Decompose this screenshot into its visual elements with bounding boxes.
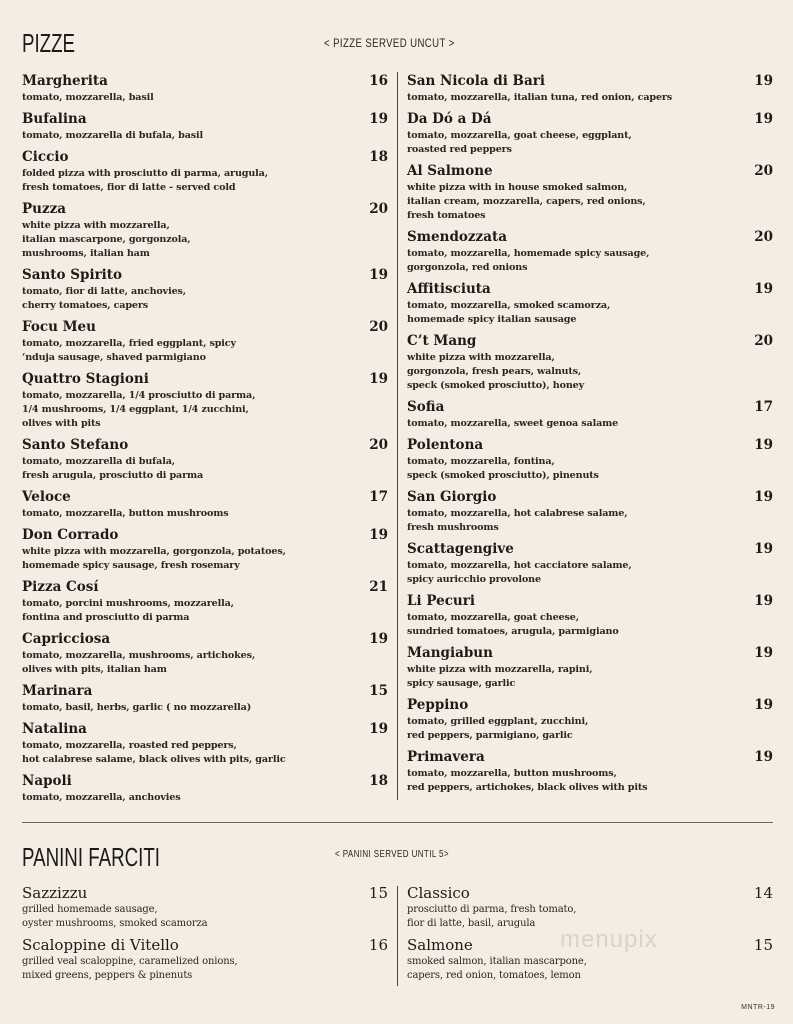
item-name: Puzza bbox=[22, 201, 67, 217]
item-price: 16 bbox=[368, 936, 388, 954]
item-description: tomato, mozzarella, roasted red peppers, hot calabrese salame, black olives with pits, garlic bbox=[22, 740, 286, 765]
item-price: 19 bbox=[754, 73, 773, 89]
item-description: tomato, mozzarella, fontina, speck (smoked prosciutto), pinenuts bbox=[407, 456, 599, 481]
item-price: 19 bbox=[754, 111, 773, 127]
item-description: tomato, mozzarella, button mushrooms bbox=[22, 508, 229, 519]
panini-heading: PANINI FARCITI bbox=[22, 842, 160, 872]
item-description: tomato, mozzarella, sweet genoa salame bbox=[407, 418, 619, 429]
menu-item bbox=[407, 162, 773, 223]
item-name: Napoli bbox=[22, 773, 72, 789]
item-name: Santo Stefano bbox=[22, 437, 129, 453]
item-description: prosciutto di parma, fresh tomato, fior di latte, basil, arugula bbox=[407, 904, 577, 929]
item-name: Classico bbox=[407, 884, 470, 902]
item-name: Primavera bbox=[407, 749, 485, 765]
menu-item bbox=[407, 884, 773, 931]
menu-item bbox=[407, 748, 773, 795]
menu-item bbox=[22, 720, 388, 767]
item-description: tomato, mozzarella, goat cheese, sundried tomatoes, arugula, parmigiano bbox=[407, 612, 619, 637]
menu-item bbox=[407, 228, 773, 275]
item-description: tomato, grilled eggplant, zucchini, red peppers, parmigiano, garlic bbox=[407, 716, 589, 741]
menu-item bbox=[407, 332, 773, 393]
section-divider bbox=[22, 822, 773, 823]
menu-item bbox=[22, 318, 388, 365]
item-name: Scaloppine di Vitello bbox=[22, 936, 179, 954]
menu-item bbox=[407, 592, 773, 639]
menu-item bbox=[407, 540, 773, 587]
menu-item bbox=[407, 110, 773, 157]
pizze-column-divider bbox=[397, 72, 398, 800]
item-price: 20 bbox=[754, 163, 773, 179]
item-description: tomato, mozzarella di bufala, basil bbox=[22, 130, 203, 141]
item-price: 19 bbox=[369, 527, 388, 543]
item-description: tomato, fior di latte, anchovies, cherry tomatoes, capers bbox=[22, 286, 186, 311]
item-name: Don Corrado bbox=[22, 527, 119, 543]
item-price: 19 bbox=[754, 697, 773, 713]
watermark-logo: menupix bbox=[560, 926, 658, 953]
menu-item bbox=[407, 398, 773, 431]
item-price: 19 bbox=[369, 267, 388, 283]
item-price: 14 bbox=[753, 884, 773, 902]
item-name: Polentona bbox=[407, 437, 484, 453]
item-description: tomato, porcini mushrooms, mozzarella, fontina and prosciutto di parma bbox=[22, 598, 234, 623]
item-price: 21 bbox=[369, 579, 388, 595]
menu-item bbox=[22, 72, 388, 105]
item-name: Al Salmone bbox=[407, 163, 493, 179]
item-description: tomato, mozzarella, mushrooms, artichokes, olives with pits, italian ham bbox=[22, 650, 256, 675]
item-name: Natalina bbox=[22, 721, 87, 737]
menu-item bbox=[22, 110, 388, 143]
item-name: Marinara bbox=[22, 683, 93, 699]
item-name: Scattagengive bbox=[407, 541, 514, 557]
item-price: 15 bbox=[753, 936, 773, 954]
item-description: tomato, mozzarella, homemade spicy sausage, gorgonzola, red onions bbox=[407, 248, 650, 273]
item-price: 15 bbox=[369, 683, 388, 699]
menu-item bbox=[407, 280, 773, 327]
item-price: 20 bbox=[369, 437, 388, 453]
item-description: tomato, mozzarella, smoked scamorza, homemade spicy italian sausage bbox=[407, 300, 611, 325]
pizze-note: < PIZZE SERVED UNCUT > bbox=[324, 36, 455, 50]
item-price: 19 bbox=[369, 721, 388, 737]
item-name: Da Dó a Dá bbox=[407, 111, 492, 127]
item-name: Affitisciuta bbox=[407, 281, 491, 297]
item-name: Smendozzata bbox=[407, 229, 507, 245]
item-name: Salmone bbox=[407, 936, 473, 954]
item-price: 19 bbox=[369, 371, 388, 387]
item-name: Veloce bbox=[22, 489, 71, 505]
menu-item bbox=[407, 488, 773, 535]
item-price: 19 bbox=[369, 631, 388, 647]
item-price: 19 bbox=[754, 645, 773, 661]
menu-item bbox=[22, 884, 388, 931]
item-description: grilled homemade sausage, oyster mushrooms, smoked scamorza bbox=[22, 904, 208, 929]
menu-item bbox=[22, 370, 388, 431]
item-name: Pizza Cosí bbox=[22, 579, 99, 595]
item-name: Sazzizzu bbox=[22, 884, 88, 902]
item-price: 19 bbox=[754, 749, 773, 765]
item-price: 19 bbox=[369, 111, 388, 127]
item-price: 20 bbox=[369, 319, 388, 335]
item-description: tomato, mozzarella, fried eggplant, spicy ‘nduja sausage, shaved parmigiano bbox=[22, 338, 236, 363]
menu-item bbox=[22, 526, 388, 573]
footer-code: MNTR-19 bbox=[741, 1004, 775, 1011]
menu-item bbox=[22, 200, 388, 261]
item-name: San Nicola di Bari bbox=[407, 73, 545, 89]
item-description: smoked salmon, italian mascarpone, capers, red onion, tomatoes, lemon bbox=[407, 956, 587, 981]
menu-item bbox=[22, 630, 388, 677]
panini-note: < PANINI SERVED UNTIL 5> bbox=[335, 849, 449, 860]
menu-item bbox=[22, 148, 388, 195]
pizze-right-column bbox=[407, 72, 773, 800]
pizze-left-column bbox=[22, 72, 388, 810]
item-name: Capricciosa bbox=[22, 631, 111, 647]
item-description: white pizza with mozzarella, gorgonzola, potatoes, homemade spicy sausage, fresh rosemary bbox=[22, 546, 286, 571]
panini-column-divider bbox=[397, 886, 398, 986]
item-price: 15 bbox=[368, 884, 388, 902]
item-price: 20 bbox=[754, 333, 773, 349]
item-name: Focu Meu bbox=[22, 319, 96, 335]
menu-item bbox=[22, 436, 388, 483]
pizze-heading: PIZZE bbox=[22, 28, 76, 58]
item-name: Quattro Stagioni bbox=[22, 371, 149, 387]
item-description: tomato, mozzarella, anchovies bbox=[22, 792, 181, 803]
item-name: San Giorgio bbox=[407, 489, 497, 505]
menu-item bbox=[407, 696, 773, 743]
item-price: 18 bbox=[369, 149, 388, 165]
item-price: 16 bbox=[369, 73, 388, 89]
item-name: Bufalina bbox=[22, 111, 87, 127]
item-description: tomato, mozzarella, hot cacciatore salame, spicy auricchio provolone bbox=[407, 560, 632, 585]
menu-item bbox=[22, 578, 388, 625]
item-name: Santo Spirito bbox=[22, 267, 123, 283]
panini-left-column bbox=[22, 884, 388, 988]
item-name: Peppino bbox=[407, 697, 469, 713]
item-name: Ciccio bbox=[22, 149, 69, 165]
item-price: 20 bbox=[369, 201, 388, 217]
item-description: tomato, mozzarella, italian tuna, red onion, capers bbox=[407, 92, 673, 103]
item-price: 17 bbox=[369, 489, 388, 505]
item-description: grilled veal scaloppine, caramelized onions, mixed greens, peppers & pinenuts bbox=[22, 956, 238, 981]
menu-item bbox=[407, 644, 773, 691]
item-price: 19 bbox=[754, 541, 773, 557]
item-description: tomato, mozzarella, button mushrooms, red peppers, artichokes, black olives with pits bbox=[407, 768, 648, 793]
menu-item bbox=[407, 436, 773, 483]
item-description: tomato, mozzarella, 1/4 prosciutto di parma, 1/4 mushrooms, 1/4 eggplant, 1/4 zucchini, olives with pits bbox=[22, 390, 256, 429]
item-name: Li Pecuri bbox=[407, 593, 475, 609]
item-price: 19 bbox=[754, 489, 773, 505]
item-description: tomato, basil, herbs, garlic ( no mozzarella) bbox=[22, 702, 252, 713]
item-description: white pizza with in house smoked salmon, italian cream, mozzarella, capers, red onions, fresh tomatoes bbox=[407, 182, 646, 221]
item-description: tomato, mozzarella, basil bbox=[22, 92, 154, 103]
menu-item bbox=[22, 488, 388, 521]
menu-item bbox=[22, 266, 388, 313]
item-price: 19 bbox=[754, 437, 773, 453]
item-description: tomato, mozzarella di bufala, fresh arugula, prosciutto di parma bbox=[22, 456, 204, 481]
item-description: tomato, mozzarella, goat cheese, eggplant, roasted red peppers bbox=[407, 130, 632, 155]
item-description: white pizza with mozzarella, rapini, spicy sausage, garlic bbox=[407, 664, 593, 689]
item-price: 17 bbox=[754, 399, 773, 415]
menu-item bbox=[22, 936, 388, 983]
item-description: white pizza with mozzarella, gorgonzola, fresh pears, walnuts, speck (smoked prosciutto), honey bbox=[407, 352, 585, 391]
item-price: 20 bbox=[754, 229, 773, 245]
menu-item bbox=[22, 682, 388, 715]
item-description: tomato, mozzarella, hot calabrese salame, fresh mushrooms bbox=[407, 508, 628, 533]
item-name: Sofia bbox=[407, 399, 445, 415]
item-description: folded pizza with prosciutto di parma, arugula, fresh tomatoes, fior di latte - served cold bbox=[22, 168, 268, 193]
item-name: C’t Mang bbox=[407, 333, 477, 349]
item-price: 19 bbox=[754, 281, 773, 297]
menu-item bbox=[22, 772, 388, 805]
menu-item bbox=[407, 72, 773, 105]
item-price: 18 bbox=[369, 773, 388, 789]
item-price: 19 bbox=[754, 593, 773, 609]
item-name: Margherita bbox=[22, 73, 108, 89]
item-name: Mangiabun bbox=[407, 645, 493, 661]
item-description: white pizza with mozzarella, italian mascarpone, gorgonzola, mushrooms, italian ham bbox=[22, 220, 191, 259]
